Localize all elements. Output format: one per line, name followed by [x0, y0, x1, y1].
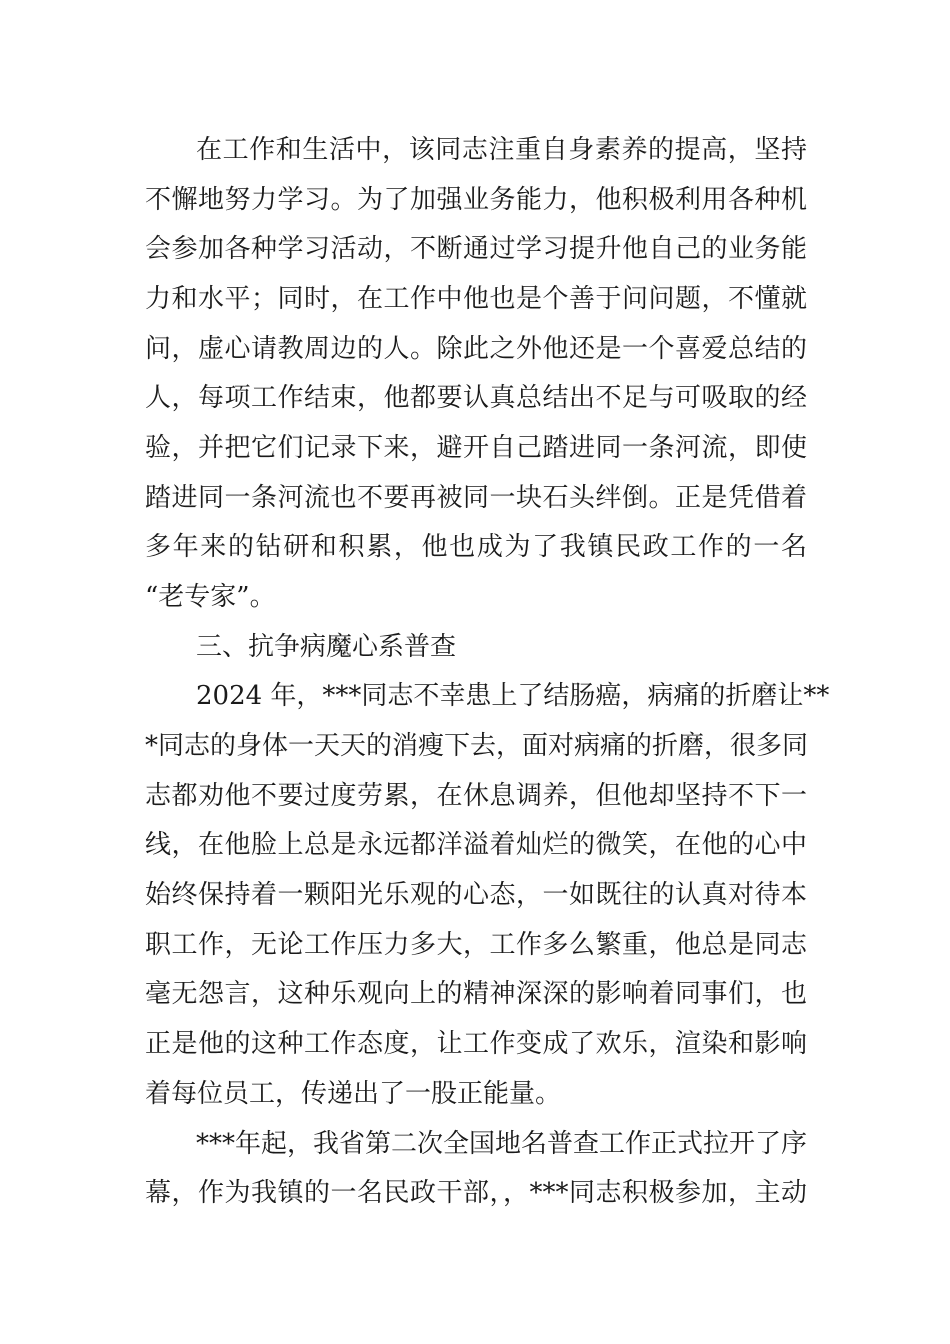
paragraph-3-line-2: 幕，作为我镇的一名民政干部，，***同志积极参加，主动 [145, 1178, 807, 1208]
paragraph-2-line-1: 2024 年，***同志不幸患上了结肠癌，病痛的折磨让** [196, 681, 830, 711]
paragraph-1-line-9: 多年来的钻研和积累，他也成为了我镇民政工作的一名 [145, 532, 807, 562]
paragraph-1-line-7: 验，并把它们记录下来，避开自己踏进同一条河流，即使 [145, 433, 807, 463]
paragraph-2-line-2: *同志的身体一天天的消瘦下去，面对病痛的折磨，很多同 [145, 731, 809, 761]
paragraph-2-line-8: 正是他的这种工作态度，让工作变成了欢乐，渲染和影响 [145, 1029, 807, 1059]
paragraph-2-line-7: 毫无怨言，这种乐观向上的精神深深的影响着同事们，也 [145, 979, 807, 1009]
paragraph-1-line-4: 力和水平；同时，在工作中他也是个善于问问题，不懂就 [145, 284, 807, 314]
paragraph-2-line-6: 职工作，无论工作压力多大，工作多么繁重，他总是同志 [145, 930, 807, 960]
paragraph-1-line-2: 不懈地努力学习。为了加强业务能力，他积极利用各种机 [145, 185, 807, 215]
paragraph-1-line-6: 人，每项工作结束，他都要认真总结出不足与可吸取的经 [145, 383, 807, 413]
paragraph-3-line-1: ***年起，我省第二次全国地名普查工作正式拉开了序 [196, 1129, 808, 1159]
paragraph-1-line-10: “老专家”。 [145, 582, 276, 612]
paragraph-2-line-4: 线，在他脸上总是永远都洋溢着灿烂的微笑，在他的心中 [145, 830, 807, 860]
section-heading: 三、抗争病魔心系普查 [196, 632, 457, 662]
paragraph-1-line-5: 问，虚心请教周边的人。除此之外他还是一个喜爱总结的 [145, 334, 807, 364]
paragraph-2-line-5: 始终保持着一颗阳光乐观的心态，一如既往的认真对待本 [145, 880, 807, 910]
paragraph-1-line-8: 踏进同一条河流也不要再被同一块石头绊倒。正是凭借着 [145, 483, 807, 513]
paragraph-1-line-1: 在工作和生活中，该同志注重自身素养的提高，坚持 [196, 135, 807, 165]
paragraph-2-line-9: 着每位员工，传递出了一股正能量。 [145, 1079, 562, 1109]
paragraph-2-line-3: 志都劝他不要过度劳累，在休息调养，但他却坚持不下一 [145, 781, 807, 811]
paragraph-1-line-3: 会参加各种学习活动，不断通过学习提升他自己的业务能 [145, 234, 807, 264]
